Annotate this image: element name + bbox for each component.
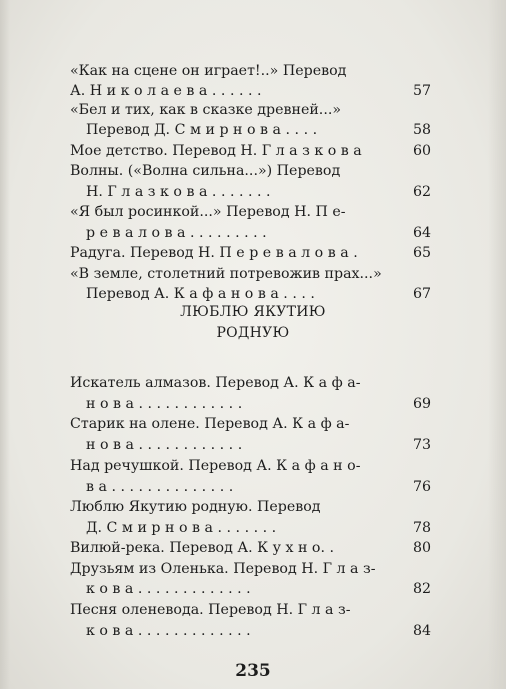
toc-entry-text: «В земле, столетний потревожив прах...» bbox=[70, 266, 382, 282]
toc-entry-text: н о в а . . . . . . . . . . . . bbox=[86, 437, 243, 453]
toc-line bbox=[0, 222, 431, 244]
toc-line bbox=[0, 517, 431, 539]
toc-page-number: 58 bbox=[412, 122, 431, 138]
toc-entry-text: Д. С м и р н о в а . . . . . . . bbox=[86, 520, 277, 536]
toc-line bbox=[0, 578, 431, 600]
toc-entry-text: «Бел и тих, как в сказке древней...» bbox=[70, 102, 342, 118]
toc-entry-text: А. Н и к о л а е в а . . . . . . bbox=[70, 83, 262, 99]
toc-entry-text: «Я был росинкой...» Перевод Н. П е- bbox=[70, 204, 346, 220]
toc-line bbox=[0, 393, 431, 415]
toc-page-number: 80 bbox=[412, 540, 431, 556]
toc-entry-text: к о в а . . . . . . . . . . . . . bbox=[86, 581, 251, 597]
toc-entry-text: Над речушкой. Перевод А. К а ф а н о- bbox=[70, 458, 361, 474]
toc-page-number: 84 bbox=[412, 623, 431, 639]
toc-entry-text: Люблю Якутию родную. Перевод bbox=[70, 499, 321, 515]
toc-entry-text: н о в а . . . . . . . . . . . . bbox=[86, 396, 243, 412]
toc-entry-text: Вилюй-река. Перевод А. К у х н о. . bbox=[70, 540, 334, 556]
section-heading-line-2: РОДНУЮ bbox=[216, 325, 290, 341]
page-number: 235 bbox=[235, 661, 271, 681]
toc-entry-text: Мое детство. Перевод Н. Г л а з к о в а bbox=[70, 143, 362, 159]
toc-page-number: 64 bbox=[412, 225, 431, 241]
toc-line bbox=[0, 537, 431, 559]
toc-entry-text: Друзьям из Оленька. Перевод Н. Г л а з- bbox=[70, 561, 376, 577]
toc-page-number: 62 bbox=[412, 184, 431, 200]
section-heading-line-1: ЛЮБЛЮ ЯКУТИЮ bbox=[180, 304, 326, 320]
toc-entry-text: р е в а л о в а . . . . . . . . . bbox=[86, 225, 267, 241]
toc-entry-text: Волны. («Волна сильна...») Перевод bbox=[70, 163, 341, 179]
toc-entry-text: «Как на сцене он играет!..» Перевод bbox=[70, 63, 347, 79]
toc-line bbox=[0, 620, 431, 642]
toc-page-number: 73 bbox=[412, 437, 431, 453]
toc-line bbox=[0, 242, 431, 264]
toc-page-number: 76 bbox=[412, 479, 431, 495]
toc-page-number: 65 bbox=[412, 245, 431, 261]
toc-line bbox=[0, 140, 431, 162]
toc-page-number: 69 bbox=[412, 396, 431, 412]
toc-page-number: 78 bbox=[412, 520, 431, 536]
toc-entry-text: Радуга. Перевод Н. П е р е в а л о в а . bbox=[70, 245, 358, 261]
toc-line bbox=[0, 181, 431, 203]
toc-entry-text: Искатель алмазов. Перевод А. К а ф а- bbox=[70, 375, 361, 391]
toc-page-number: 67 bbox=[412, 286, 431, 302]
toc-entry-text: Старик на олене. Перевод А. К а ф а- bbox=[70, 416, 350, 432]
toc-entry-text: к о в а . . . . . . . . . . . . . bbox=[86, 623, 251, 639]
toc-line bbox=[0, 476, 431, 498]
toc-page-number: 82 bbox=[412, 581, 431, 597]
toc-page-number: 57 bbox=[412, 83, 431, 99]
toc-page-number: 60 bbox=[412, 143, 431, 159]
toc-entry-text: Перевод А. К а ф а н о в а . . . . bbox=[86, 286, 315, 302]
toc-entry-text: Н. Г л а з к о в а . . . . . . . bbox=[86, 184, 271, 200]
toc-line bbox=[0, 434, 431, 456]
page-right-shadow bbox=[488, 0, 506, 689]
toc-entry-text: Песня оленевода. Перевод Н. Г л а з- bbox=[70, 602, 351, 618]
toc-line bbox=[0, 119, 431, 141]
toc-entry-text: Перевод Д. С м и р н о в а . . . . bbox=[86, 122, 318, 138]
toc-entry-text: в а . . . . . . . . . . . . . . bbox=[86, 479, 234, 495]
